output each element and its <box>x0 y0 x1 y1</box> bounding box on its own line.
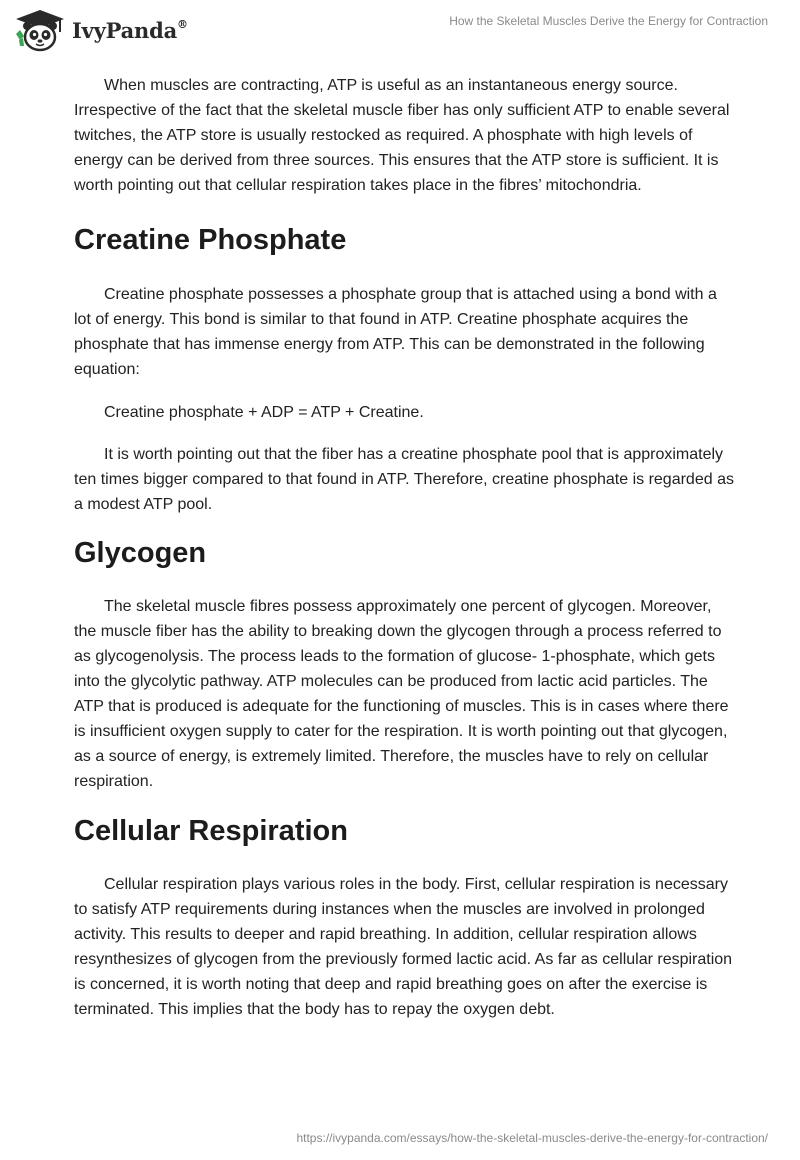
brand-name: IvyPanda® <box>72 17 188 43</box>
intro-paragraph: When muscles are contracting, ATP is useful as an instantaneous energy source. Irrespective of the fact that the skeletal muscle fiber has only sufficient ATP to enable several twitches, the ATP store is usually restocked as required. A phosphate with high levels of energy can be derived from three sources. This ensures that the ATP store is sufficient. It is worth pointing out that cellular respiration takes place in the fibres’ mitochondria. <box>74 77 730 194</box>
paragraph: It is worth pointing out that the fiber has a creatine phosphate pool that is approximately ten times bigger compared to that found in ATP. Therefore, creatine phosphate is regarded as a modest ATP pool. <box>74 446 734 513</box>
document-title: How the Skeletal Muscles Derive the Energy for Contraction <box>449 14 768 28</box>
equation-paragraph: Creatine phosphate + ADP = ATP + Creatine. <box>104 404 424 421</box>
section-heading-glycogen: Glycogen <box>74 537 207 569</box>
paragraph: Cellular respiration plays various roles in the body. First, cellular respiration is necessary to satisfy ATP requirements during instances when the muscles are involved in prolonged activity. This results to deeper and rapid breathing. In addition, cellular respiration allows resynthesizes of glycogen from the previously formed lactic acid. As far as cellular respiration is concerned, it is worth noting that deep and rapid breathing goes on after the exercise is terminated. This implies that the body has to repay the oxygen debt. <box>74 876 733 1018</box>
panda-graduation-icon <box>14 8 66 52</box>
paragraph: Creatine phosphate possesses a phosphate group that is attached using a bond with a lot of energy. This bond is similar to that found in ATP. Creatine phosphate acquires the phosphate that has immense energy from ATP. This can be demonstrated in the following equation: <box>74 286 717 378</box>
section-heading-cellular-respiration: Cellular Respiration <box>74 815 348 847</box>
ivypanda-logo[interactable] <box>14 8 188 52</box>
source-url[interactable]: https://ivypanda.com/essays/how-the-skeletal-muscles-derive-the-energy-for-contraction/ <box>296 1131 768 1145</box>
article-body <box>74 70 734 1022</box>
section-heading-creatine-phosphate: Creatine Phosphate <box>74 224 347 256</box>
paragraph: The skeletal muscle fibres possess approximately one percent of glycogen. Moreover, the muscle fiber has the ability to breaking down the glycogen through a process referred to as glycogenolysis. The process leads to the formation of glucose- 1-phosphate, which gets into the glycolytic pathway. ATP molecules can be produced from lactic acid particles. The ATP that is produced is adequate for the functioning of muscles. This is in cases where there is insufficient oxygen supply to cater for the respiration. It is worth pointing out that glycogen, as a source of energy, is extremely limited. Therefore, the muscles have to rely on cellular respiration. <box>74 598 729 790</box>
page-header <box>0 0 800 70</box>
